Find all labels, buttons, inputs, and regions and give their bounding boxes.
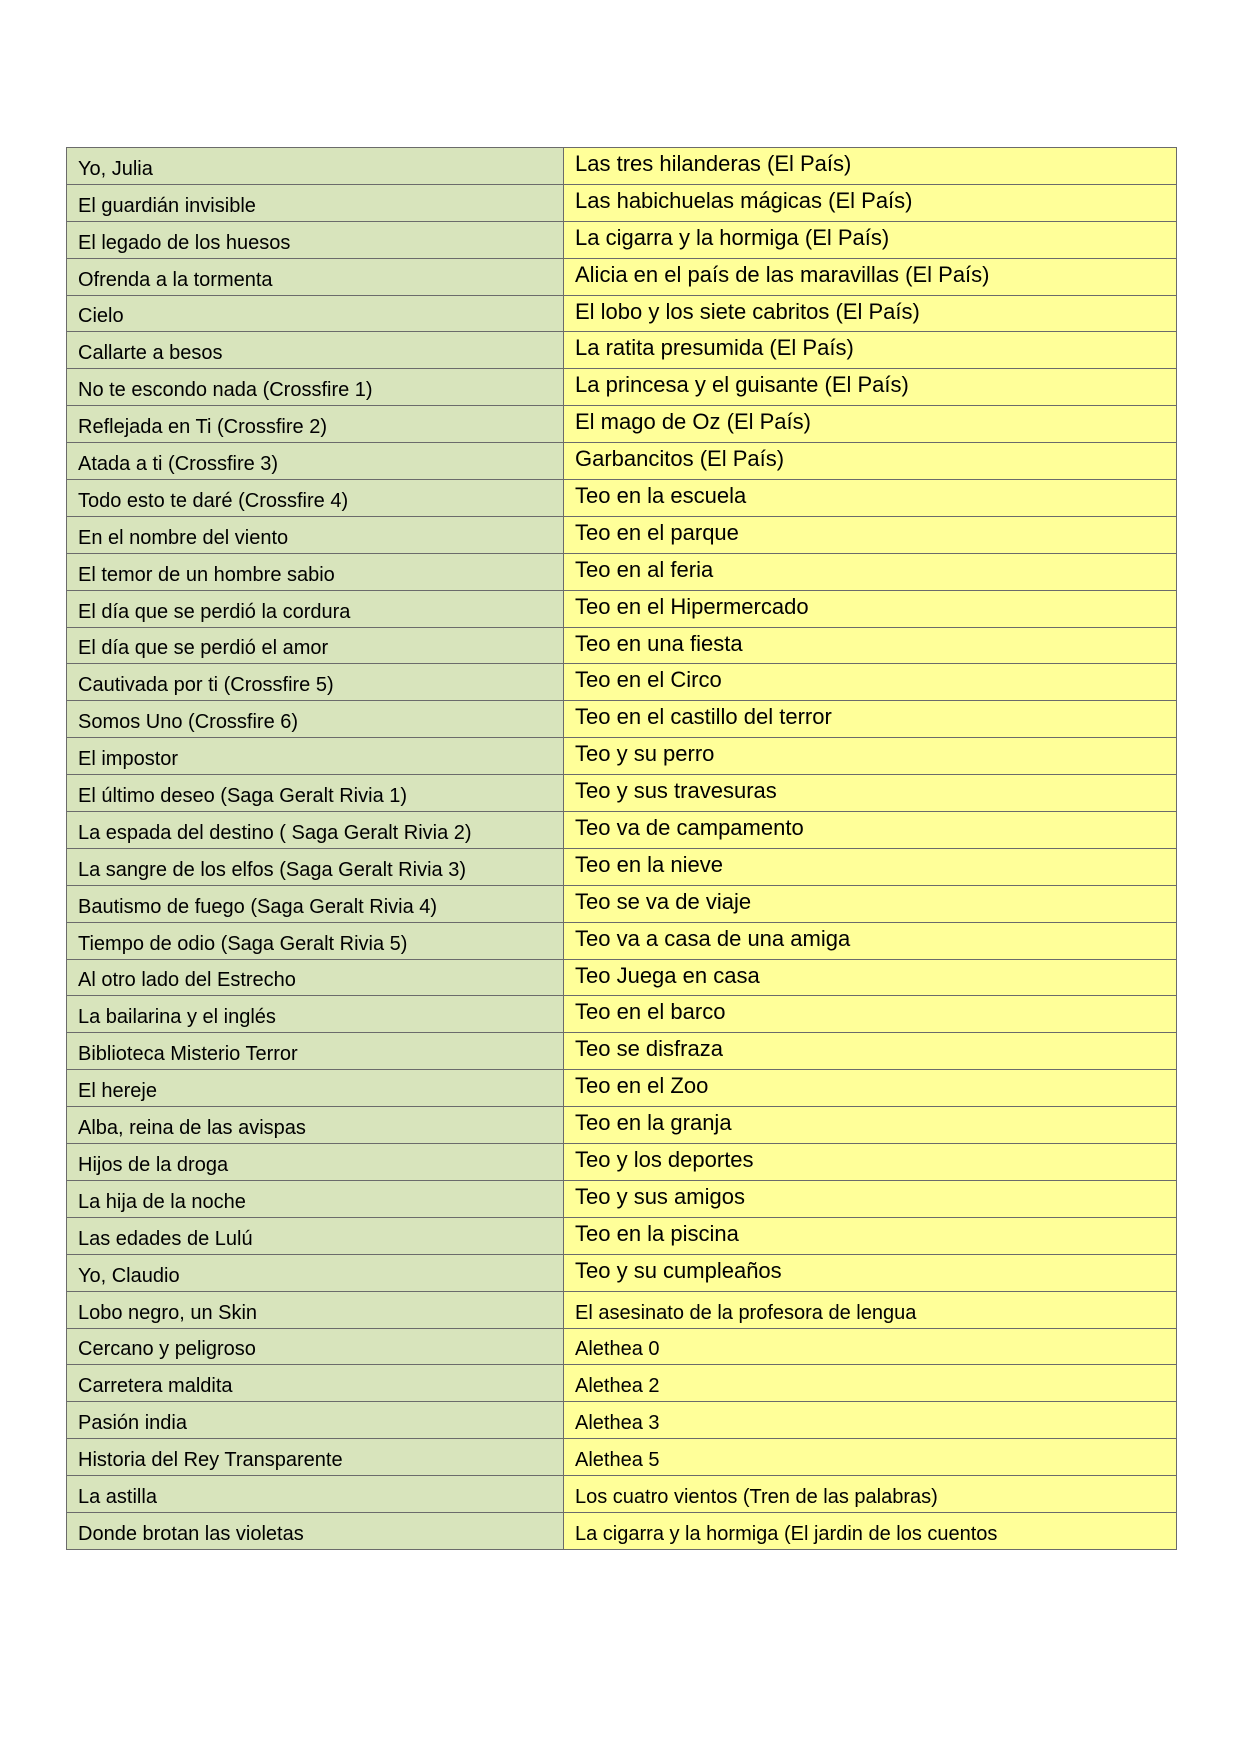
- book-title-right: Teo en una fiesta: [564, 627, 1177, 664]
- table-row: [67, 516, 1177, 553]
- book-title-right: Alethea 5: [564, 1439, 1177, 1476]
- book-title-right: El asesinato de la profesora de lengua: [564, 1291, 1177, 1328]
- book-title-right: Teo en al feria: [564, 553, 1177, 590]
- book-title-left: Alba, reina de las avispas: [67, 1107, 564, 1144]
- book-title-right: Las tres hilanderas (El País): [564, 148, 1177, 185]
- book-title-right: Teo en el Circo: [564, 664, 1177, 701]
- table-row: [67, 1439, 1177, 1476]
- book-title-left: La bailarina y el inglés: [67, 996, 564, 1033]
- book-title-left: Biblioteca Misterio Terror: [67, 1033, 564, 1070]
- book-title-right: Garbancitos (El País): [564, 443, 1177, 480]
- book-title-left: El temor de un hombre sabio: [67, 553, 564, 590]
- book-title-left: Todo esto te daré (Crossfire 4): [67, 480, 564, 517]
- book-title-left: Las edades de Lulú: [67, 1217, 564, 1254]
- table-row: [67, 332, 1177, 369]
- table-row: [67, 959, 1177, 996]
- book-title-right: El lobo y los siete cabritos (El País): [564, 295, 1177, 332]
- book-title-left: Carretera maldita: [67, 1365, 564, 1402]
- book-title-left: Reflejada en Ti (Crossfire 2): [67, 406, 564, 443]
- book-title-right: La princesa y el guisante (El País): [564, 369, 1177, 406]
- book-title-right: Alethea 2: [564, 1365, 1177, 1402]
- book-title-right: El mago de Oz (El País): [564, 406, 1177, 443]
- book-title-left: El guardián invisible: [67, 184, 564, 221]
- table-row: [67, 1476, 1177, 1513]
- book-title-right: Teo en la nieve: [564, 848, 1177, 885]
- table-row: [67, 701, 1177, 738]
- table-row: [67, 480, 1177, 517]
- book-title-left: Yo, Julia: [67, 148, 564, 185]
- table-row: [67, 1107, 1177, 1144]
- book-title-left: El legado de los huesos: [67, 221, 564, 258]
- book-title-left: El día que se perdió el amor: [67, 627, 564, 664]
- table-row: [67, 1512, 1177, 1549]
- table-row: [67, 775, 1177, 812]
- book-title-right: La ratita presumida (El País): [564, 332, 1177, 369]
- book-title-left: Al otro lado del Estrecho: [67, 959, 564, 996]
- book-title-right: Alethea 0: [564, 1328, 1177, 1365]
- book-title-left: Donde brotan las violetas: [67, 1512, 564, 1549]
- book-title-left: La espada del destino ( Saga Geralt Rivia 2): [67, 812, 564, 849]
- book-title-left: La astilla: [67, 1476, 564, 1513]
- book-title-right: Teo en la piscina: [564, 1217, 1177, 1254]
- book-title-right: Teo en el Zoo: [564, 1070, 1177, 1107]
- table-row: [67, 1070, 1177, 1107]
- table-row: [67, 1291, 1177, 1328]
- book-title-right: Teo va a casa de una amiga: [564, 922, 1177, 959]
- book-title-right: Teo Juega en casa: [564, 959, 1177, 996]
- table-row: [67, 627, 1177, 664]
- table-row: [67, 1144, 1177, 1181]
- table-row: [67, 369, 1177, 406]
- book-title-right: Teo y su cumpleaños: [564, 1254, 1177, 1291]
- book-title-left: Cautivada por ti (Crossfire 5): [67, 664, 564, 701]
- table-row: [67, 443, 1177, 480]
- book-title-right: Las habichuelas mágicas (El País): [564, 184, 1177, 221]
- table-row: [67, 1254, 1177, 1291]
- book-title-left: Pasión india: [67, 1402, 564, 1439]
- book-title-right: Teo en el barco: [564, 996, 1177, 1033]
- book-list-body: [67, 148, 1177, 1550]
- book-title-right: La cigarra y la hormiga (El País): [564, 221, 1177, 258]
- table-row: [67, 184, 1177, 221]
- book-title-left: Hijos de la droga: [67, 1144, 564, 1181]
- book-title-left: No te escondo nada (Crossfire 1): [67, 369, 564, 406]
- book-title-left: Yo, Claudio: [67, 1254, 564, 1291]
- book-title-left: Somos Uno (Crossfire 6): [67, 701, 564, 738]
- book-title-right: Teo se va de viaje: [564, 885, 1177, 922]
- book-title-left: Ofrenda a la tormenta: [67, 258, 564, 295]
- book-title-right: Teo se disfraza: [564, 1033, 1177, 1070]
- book-title-right: Teo en la escuela: [564, 480, 1177, 517]
- book-title-left: El día que se perdió la cordura: [67, 590, 564, 627]
- book-title-right: Teo y los deportes: [564, 1144, 1177, 1181]
- table-row: [67, 848, 1177, 885]
- book-title-left: Lobo negro, un Skin: [67, 1291, 564, 1328]
- table-row: [67, 553, 1177, 590]
- book-title-left: En el nombre del viento: [67, 516, 564, 553]
- book-title-left: El último deseo (Saga Geralt Rivia 1): [67, 775, 564, 812]
- book-title-left: Cielo: [67, 295, 564, 332]
- book-title-left: El impostor: [67, 738, 564, 775]
- table-row: [67, 738, 1177, 775]
- table-row: [67, 221, 1177, 258]
- table-row: [67, 148, 1177, 185]
- book-title-right: Teo y sus amigos: [564, 1180, 1177, 1217]
- book-title-right: Teo en la granja: [564, 1107, 1177, 1144]
- table-row: [67, 295, 1177, 332]
- book-title-right: Teo en el parque: [564, 516, 1177, 553]
- book-title-left: Tiempo de odio (Saga Geralt Rivia 5): [67, 922, 564, 959]
- book-title-right: Alicia en el país de las maravillas (El País): [564, 258, 1177, 295]
- table-row: [67, 1365, 1177, 1402]
- book-title-right: Teo va de campamento: [564, 812, 1177, 849]
- book-title-right: Teo y sus travesuras: [564, 775, 1177, 812]
- table-row: [67, 1217, 1177, 1254]
- book-title-left: Cercano y peligroso: [67, 1328, 564, 1365]
- table-row: [67, 406, 1177, 443]
- table-row: [67, 812, 1177, 849]
- book-title-right: Los cuatro vientos (Tren de las palabras): [564, 1476, 1177, 1513]
- book-title-left: La sangre de los elfos (Saga Geralt Rivia 3): [67, 848, 564, 885]
- table-row: [67, 922, 1177, 959]
- table-row: [67, 1402, 1177, 1439]
- table-row: [67, 1180, 1177, 1217]
- book-title-right: Teo en el Hipermercado: [564, 590, 1177, 627]
- table-row: [67, 590, 1177, 627]
- table-row: [67, 1033, 1177, 1070]
- book-title-right: Alethea 3: [564, 1402, 1177, 1439]
- book-title-left: Callarte a besos: [67, 332, 564, 369]
- table-row: [67, 996, 1177, 1033]
- table-row: [67, 885, 1177, 922]
- book-title-left: La hija de la noche: [67, 1180, 564, 1217]
- book-title-left: Bautismo de fuego (Saga Geralt Rivia 4): [67, 885, 564, 922]
- book-title-left: El hereje: [67, 1070, 564, 1107]
- book-title-right: La cigarra y la hormiga (El jardin de los cuentos: [564, 1512, 1177, 1549]
- book-title-right: Teo en el castillo del terror: [564, 701, 1177, 738]
- book-list-table: [66, 147, 1177, 1550]
- table-row: [67, 258, 1177, 295]
- table-row: [67, 1328, 1177, 1365]
- book-title-right: Teo y su perro: [564, 738, 1177, 775]
- book-title-left: Atada a ti (Crossfire 3): [67, 443, 564, 480]
- table-row: [67, 664, 1177, 701]
- book-title-left: Historia del Rey Transparente: [67, 1439, 564, 1476]
